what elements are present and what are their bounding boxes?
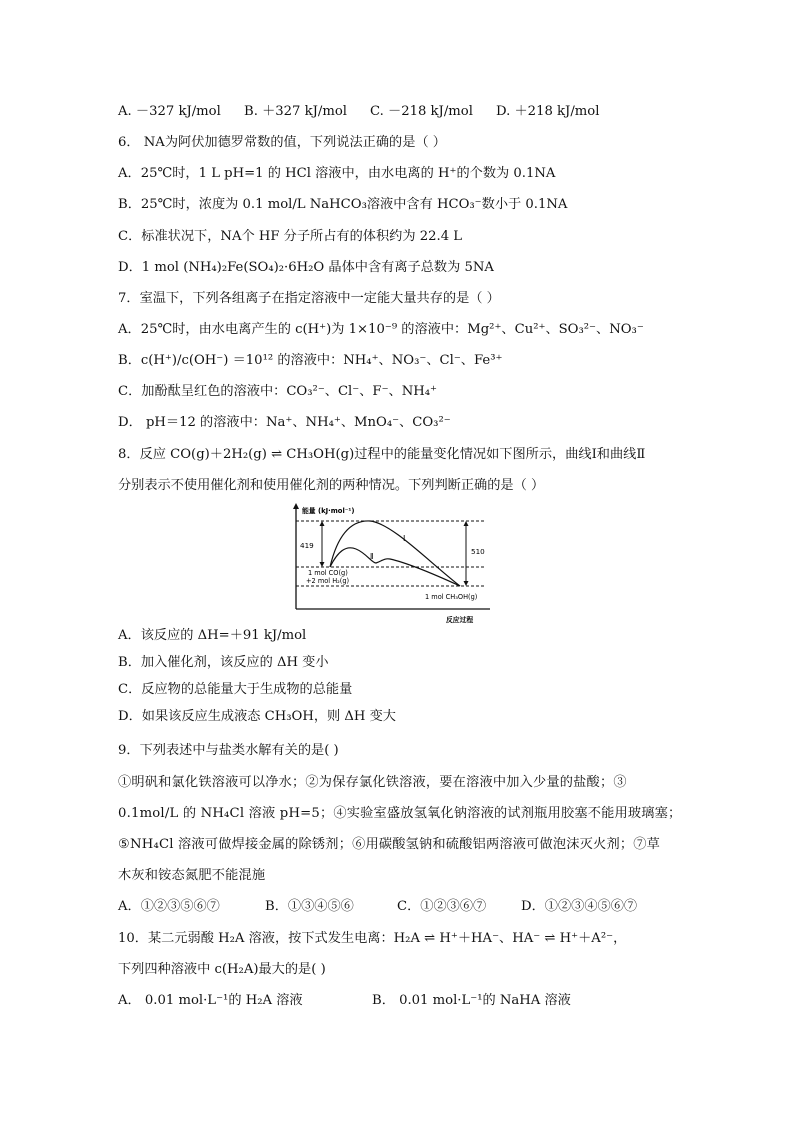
q10-option-b: B． 0.01 mol·L⁻¹的 NaHA 溶液 [372, 993, 571, 1008]
q7-stem: 7．室温下，下列各组离子在指定溶液中一定能大量共存的是（ ） [118, 291, 500, 306]
q8-option-d: D．如果该反应生成液态 CH₃OH，则 ΔH 变大 [118, 709, 396, 724]
q6-option-a: A．25℃时，1 L pH=1 的 HCl 溶液中，由水电离的 H⁺的个数为 0.1NA [118, 166, 556, 181]
q9-stem: 9．下列表述中与盐类水解有关的是( ) [118, 743, 339, 758]
q6-option-d: D．1 mol (NH₄)₂Fe(SO₄)₂·6H₂O 晶体中含有离子总数为 5NA [118, 260, 494, 275]
product-label: 1 mol CH₃OH(g) [425, 593, 478, 601]
q7-option-b: B．c(H⁺)/c(OH⁻) ＝10¹² 的溶液中：NH₄⁺、NO₃⁻、Cl⁻、Fe³⁺ [118, 353, 503, 368]
reactants-label-1: 1 mol CO(g) [308, 569, 348, 577]
x-axis-label: 反应过程 [446, 616, 474, 624]
q5-option-b: B. ＋327 kJ/mol [244, 104, 348, 119]
curve-2 [330, 548, 460, 586]
reactants-label-2: +2 mol H₂(g) [306, 577, 350, 585]
q9-body-line1: ①明矾和氯化铁溶液可以净水；②为保存氯化铁溶液，要在溶液中加入少量的盐酸；③ [118, 775, 627, 790]
energy-diagram [290, 503, 496, 627]
value-419: 419 [300, 541, 314, 550]
q7-option-a: A．25℃时，由水电离产生的 c(H⁺)为 1×10⁻⁹ 的溶液中：Mg²⁺、Cu²⁺、SO₃²⁻、NO₃⁻ [118, 322, 644, 337]
q9-body-line4: 木灰和铵态氮肥不能混施 [118, 868, 266, 883]
q10-stem-line1: 10．某二元弱酸 H₂A 溶液，按下式发生电离：H₂A ⇌ H⁺＋HA⁻、HA⁻ ⇌ H⁺＋A²⁻， [118, 931, 627, 946]
q10-options [118, 992, 571, 1010]
q9-option-b: B．①③④⑤⑥ [265, 899, 354, 914]
q8-stem-line1: 8．反应 CO(g)＋2H₂(g) ⇌ CH₃OH(g)过程中的能量变化情况如下图所示，曲线Ⅰ和曲线Ⅱ [118, 447, 646, 462]
q9-option-a: A．①②③⑤⑥⑦ [118, 899, 220, 914]
curve-1-label: Ⅰ [403, 534, 406, 543]
q9-option-d: D．①②③④⑤⑥⑦ [521, 899, 638, 914]
q6-option-b: B．25℃时，浓度为 0.1 mol/L NaHCO₃溶液中含有 HCO₃⁻数小于 0.1NA [118, 197, 568, 212]
q9-options [118, 898, 637, 916]
curve-2-label: Ⅱ [370, 552, 374, 561]
q5-options [118, 103, 599, 121]
q8-stem-line2: 分别表示不使用催化剂和使用催化剂的两种情况。下列判断正确的是（ ） [118, 478, 545, 493]
q5-option-c: C. －218 kJ/mol [370, 104, 473, 119]
y-axis-arrow [293, 503, 299, 509]
q7-option-d: D． pH＝12 的溶液中：Na⁺、NH₄⁺、MnO₄⁻、CO₃²⁻ [118, 415, 451, 430]
value-510: 510 [471, 547, 485, 556]
q9-body-line3: ⑤NH₄Cl 溶液可做焊接金属的除锈剂；⑥用碳酸氢钠和硫酸铝两溶液可做泡沫灭火剂；⑦草 [118, 837, 660, 852]
q9-option-c: C．①②③⑥⑦ [397, 899, 487, 914]
q7-option-c: C．加酚酞呈红色的溶液中：CO₃²⁻、Cl⁻、F⁻、NH₄⁺ [118, 384, 438, 399]
q6-option-c: C．标准状况下，NA个 HF 分子所占有的体积约为 22.4 L [118, 229, 463, 244]
q5-option-a: A. －327 kJ/mol [118, 104, 221, 119]
q8-option-c: C．反应物的总能量大于生成物的总能量 [118, 682, 353, 697]
q6-stem: 6． NA为阿伏加德罗常数的值，下列说法正确的是（ ） [118, 135, 446, 150]
y-axis-label: 能量 (kJ·mol⁻¹) [302, 507, 355, 515]
q9-body-line2: 0.1mol/L 的 NH₄Cl 溶液 pH=5；④实验室盛放氢氧化钠溶液的试剂瓶用胶塞不能用玻璃塞； [118, 806, 682, 821]
curve-1 [330, 521, 460, 586]
q10-option-a: A． 0.01 mol·L⁻¹的 H₂A 溶液 [118, 993, 303, 1008]
q8-option-b: B．加入催化剂，该反应的 ΔH 变小 [118, 655, 329, 670]
q8-option-a: A．该反应的 ΔH=＋91 kJ/mol [118, 628, 307, 643]
q5-option-d: D. ＋218 kJ/mol [496, 104, 600, 119]
q10-stem-line2: 下列四种溶液中 c(H₂A)最大的是( ) [118, 962, 326, 977]
